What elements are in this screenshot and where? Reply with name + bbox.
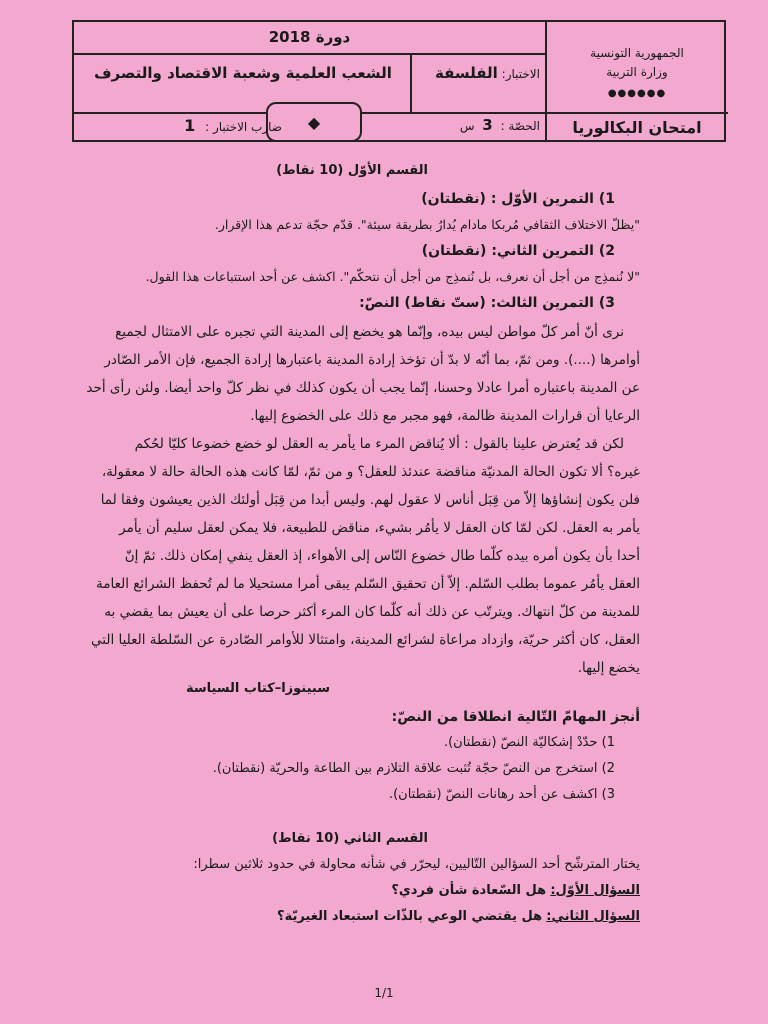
page-number: 1/1 [374,986,394,1000]
question-2 [277,909,640,924]
diamond-icon: ◆ [307,112,321,132]
section1-title: القسم الأوّل (10 نقاط) [276,163,428,178]
text-line: يخضع إليها. [577,660,640,676]
question-1-label: السؤال الأوّل: [550,883,640,898]
coefficient-label: ضارب الاختبار : [205,120,282,134]
exam-header [72,20,726,142]
coefficient-value: 1 [184,116,196,135]
header-divider [545,112,728,114]
exam-title: امتحان البكالوريا [572,118,702,137]
exercise3-title: 3) التمرين الثالث: (ستّ نقاط) النصّ: [359,295,615,311]
text-line: يأمر به العقل. لكن لمّا كان العقل لا يأمُر بشيء، مناقض للطبيعة، فلا يمكن لعقل سليم أن يأمر [119,520,640,536]
text-line: نرى أنّ أمر كلّ مواطن ليس بيده، وإنّما هو يخضع إلى المدينة التي تجبره على الامتثال لجميع [115,324,624,340]
text-source: سبينوزا–كتاب السياسة [185,681,330,696]
question-2-label: السؤال الثاني: [546,909,640,924]
text-line: الرعايا أن قرارات المدينة ظالمة، فهو مجبر مع ذلك على الخضوع إليها. [250,408,640,424]
duration [374,116,540,134]
duration-label: الحصّة : [500,119,540,133]
branch-name: الشعب العلمية وشعبة الاقتصاد والتصرف [94,64,392,82]
section2-title: القسم الثاني (10 نقاط) [272,831,428,846]
exercise2-text: "لا نُنمذِج من أجل أن نعرف، بل نُنمذِج من أجل أن نتحكّم". اكشف عن أحد استتباعات هذا القول. [145,269,640,284]
session-year: دورة 2018 [268,28,351,46]
exercise1-text: "يظلّ الاختلاف الثقافي مُربكا مادام يُدارُ بطريقة سيئة". قدّم حجّة تدعم هذا الإقرار. [214,217,640,232]
ministry-name: وزارة التربية [606,65,668,79]
duration-value: 3 [482,116,493,134]
issuer [548,44,726,82]
text-line: العقل، كان أكثر حريّة، وازداد مراعاة لشرائع المدينة، وامتثالا للأوامر الصّادرة عن السّلطة العليا التي [91,632,640,648]
task-item: 1) حدّدْ إشكاليّة النصّ (نقطتان). [443,735,615,750]
text-line: للمدينة من كلّ انتهاك. ويترتّب عن ذلك أنه كلّما كان المرء أكثر حرصا على أن يعيش بما يقضي به [104,604,640,620]
text-line: عن المدينة باعتباره أمرا عادلا وحسنا، إنّما يجب أن يكون كذلك في نظر كلّ واحد أيضا. ولئن رأى أحد [86,380,640,396]
header-divider [410,55,412,112]
subject-value: الفلسفة [434,64,498,82]
text-line: لكن قد يُعترض علينا بالقول : ألا يُناقض المرء ما يأمر به العقل لو خضع خضوعا كليّا لحُكم [134,436,624,452]
coefficient [82,116,282,135]
republic-name: الجمهورية التونسية [590,46,684,60]
tasks-title: أنجز المهامّ التّالية انطلاقا من النصّ: [391,709,640,725]
text-line: أحدا بأن يكون أمره بيده كلّما طال خضوع النّاس إلى الأهواء، إذ العقل ينفي إمكان ذلك. ثمّ إنّ [124,548,640,564]
subject [416,64,540,82]
duration-unit: س [459,119,475,133]
exercise2-title: 2) التمرين الثاني: (نقطتان) [421,243,615,259]
text-line: غيره؟ ألا تكون الحالة المدنيّة مناقضة عندئذ للعقل؟ و من ثمّ، لمّا كانت هذه الحالة حالة لا معقولة، [101,464,640,480]
subject-label: الاختبار: [501,67,540,81]
stars-decoration: ●●●●●● [607,88,667,99]
header-divider [545,22,547,140]
question-1-text: هل السّعادة شأن فردي؟ [391,883,547,898]
question-2-text: هل يقتضي الوعي بالذّات استبعاد الغيريّة؟ [277,909,543,924]
text-line: أوامرها (....). ومن ثمّ، بما أنّه لا بدّ أن تؤخذ إرادة المدينة باعتبارها إرادة الجميع، فإن الأمر الصّادر [104,352,640,368]
text-line: العقل يأمُر عموما بطلب السّلم. إلاّ أن تحقيق السّلم يبقى أمرا مستحيلا ما لم تُحفظ الشرائع العامة [96,576,640,592]
task-item: 3) اكشف عن أحد رهانات النصّ (نقطتان). [388,787,615,802]
section2-intro: يختار المترشّح أحد السؤالين التّاليين، ليحرّر في شأنه محاولة في حدود ثلاثين سطرا: [193,857,640,872]
exercise1-title: 1) التمرين الأوّل : (نقطتان) [421,191,615,207]
task-item: 2) استخرج من النصّ حجّة تُثبت علاقة التلازم بين الطاعة والحريّة (نقطتان). [212,761,615,776]
text-line: فلن يكون إنشاؤها إلاّ من قِبَل أناس لا عقول لهم. وليس أبدا من قِبَل أولئك الذين يعيشون وفقا لما [100,492,640,508]
header-divider [74,53,545,55]
question-1 [391,883,640,898]
